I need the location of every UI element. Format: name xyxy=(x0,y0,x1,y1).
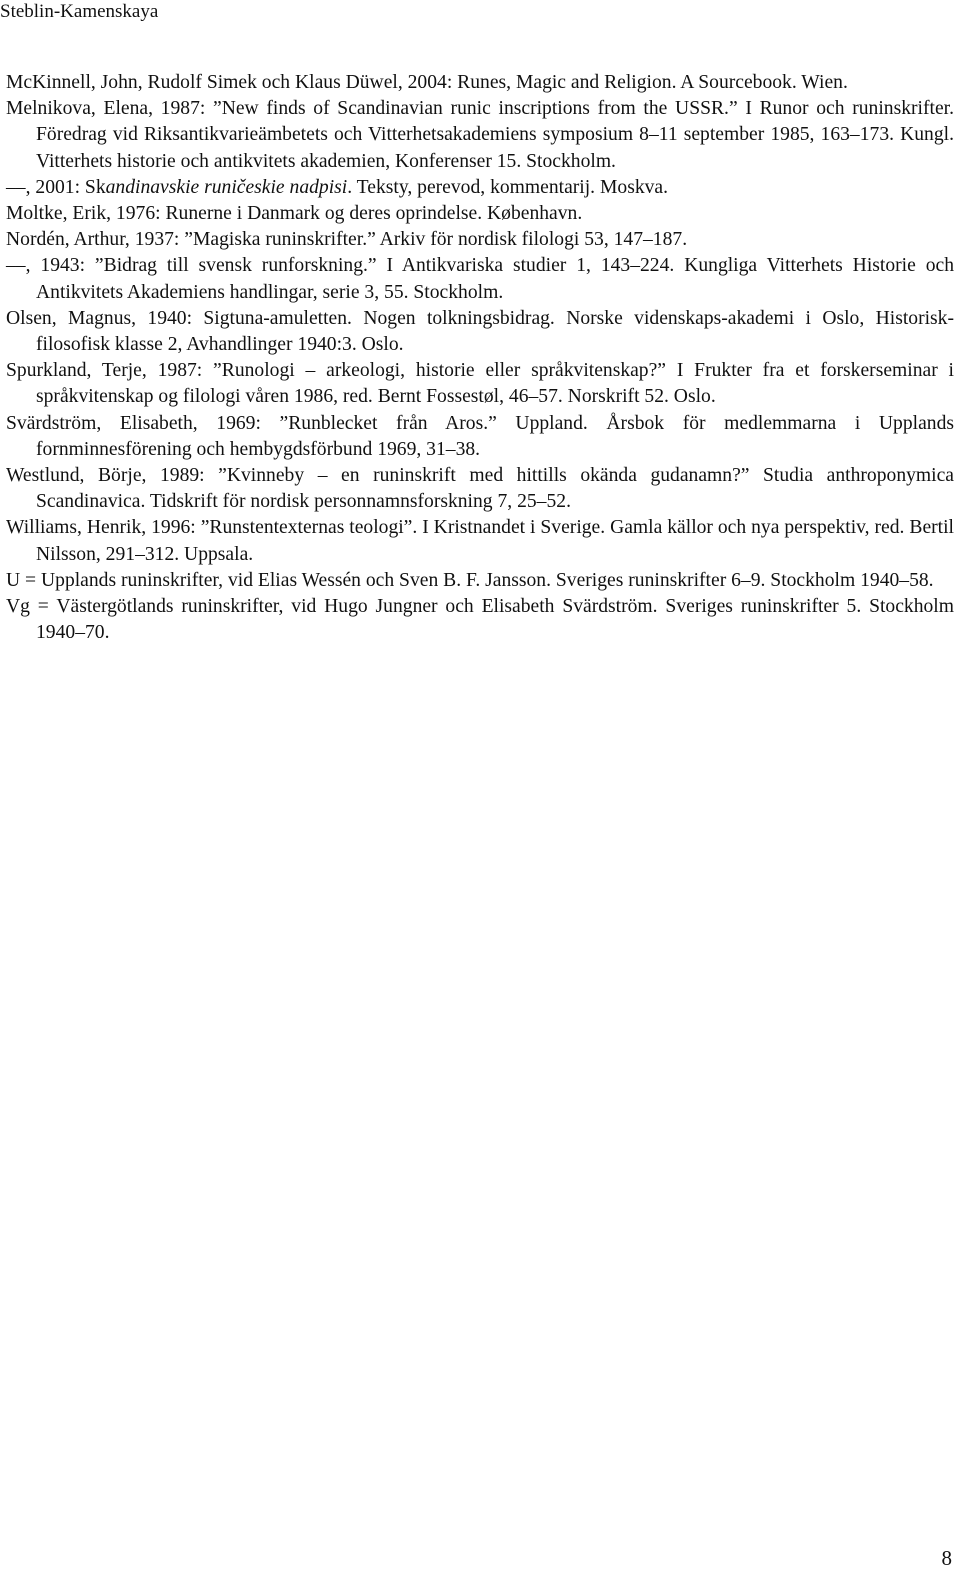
reference-text: ––, 1943: ”Bidrag till svensk runforskning.” I Antikvariska studier 1, 143–224. Kungliga Vitterhets Historie och Antikvitets Akademiens handlingar, serie 3, 55. Stockholm. xyxy=(6,255,954,303)
reference-italic-text: andinavskie runičeskie nadpisi xyxy=(105,176,348,198)
reference-text: Williams, Henrik, 1996: ”Runstentexternas teologi”. I Kristnandet i Sverige. Gamla källor och nya perspektiv, red. Bertil Nilsson, 291–312. Uppsala. xyxy=(6,517,954,565)
reference-entry xyxy=(6,306,954,358)
reference-entry xyxy=(6,515,954,567)
reference-entry xyxy=(6,594,954,646)
page-number: 8 xyxy=(941,1546,952,1570)
reference-text: Moltke, Erik, 1976: Runerne i Danmark og deres oprindelse. København. xyxy=(6,203,583,225)
reference-entry xyxy=(6,70,954,96)
reference-text: Melnikova, Elena, 1987: ”New finds of Scandinavian runic inscriptions from the USSR.” I Runor och runinskrifter. Föredrag vid Riksantikvarieämbetets och Vitterhetsakademiens symposium 8–11 september 1985, 163–173. Kungl. Vitterhets historie och antikvitets akademien, Konferenser 15. Stockholm. xyxy=(6,98,954,172)
reference-text: Spurkland, Terje, 1987: ”Runologi – arkeologi, historie eller språkvitenskap?” I Frukter fra et forskerseminar i språkvitenskap og filologi våren 1986, red. Bernt Fossestøl, 46–57. Norskrift 52. Oslo. xyxy=(6,360,954,408)
reference-text: ––, 2001: Sk xyxy=(6,176,106,198)
reference-entry xyxy=(6,175,954,201)
reference-text: Nordén, Arthur, 1937: ”Magiska runinskrifter.” Arkiv för nordisk filologi 53, 147–187. xyxy=(6,229,688,251)
reference-entry xyxy=(6,358,954,410)
reference-entry xyxy=(6,463,954,515)
reference-entry xyxy=(6,96,954,175)
reference-list xyxy=(6,70,954,646)
running-head: Steblin-Kamenskaya xyxy=(0,1,159,22)
reference-text: . Teksty, perevod, kommentarij. Moskva. xyxy=(347,176,669,198)
reference-text: McKinnell, John, Rudolf Simek och Klaus Düwel, 2004: Runes, Magic and Religion. A Sourcebook. Wien. xyxy=(6,72,848,93)
reference-text: Vg = Västergötlands runinskrifter, vid Hugo Jungner och Elisabeth Svärdström. Sveriges runinskrifter 5. Stockholm 1940–70. xyxy=(6,596,954,644)
reference-text: Westlund, Börje, 1989: ”Kvinneby – en runinskrift med hittills okända gudanamn?” Studia anthroponymica Scandinavica. Tidskrift för nordisk personnamnsforskning 7, 25–52. xyxy=(6,465,954,513)
reference-entry xyxy=(6,253,954,305)
reference-text: Olsen, Magnus, 1940: Sigtuna-amuletten. Nogen tolkningsbidrag. Norske videnskaps-akademi i Oslo, Historisk-filosofisk klasse 2, Avhandlinger 1940:3. Oslo. xyxy=(6,307,954,356)
reference-text: U = Upplands runinskrifter, vid Elias Wessén och Sven B. F. Jansson. Sveriges runinskrifter 6–9. Stockholm 1940–58. xyxy=(6,569,934,591)
reference-entry xyxy=(6,201,954,227)
reference-text: Svärdström, Elisabeth, 1969: ”Runblecket från Aros.” Uppland. Årsbok för medlemmarna i Upplands fornminnesförening och hembygdsförbund 1969, 31–38. xyxy=(6,412,954,460)
reference-entry xyxy=(6,411,954,463)
reference-entry xyxy=(6,227,954,253)
reference-entry xyxy=(6,568,954,594)
